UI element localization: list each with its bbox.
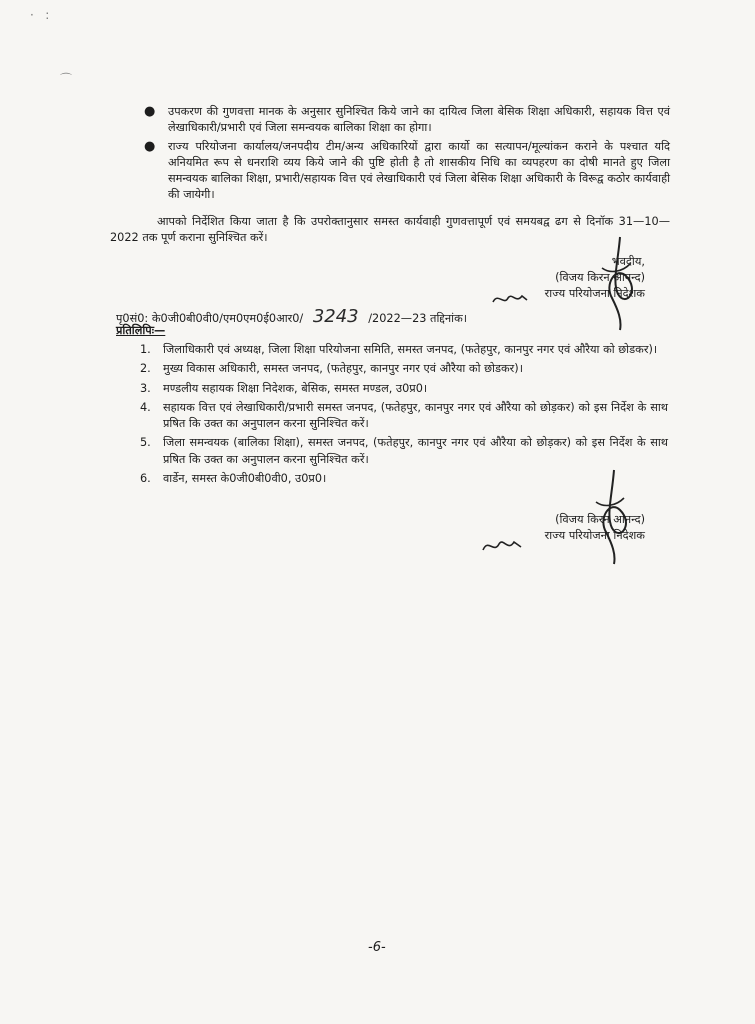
- list-item: [140, 400, 668, 433]
- signature-block-2: [545, 512, 645, 544]
- bullet-dot-icon: ●: [144, 138, 156, 154]
- bullet-dot-icon: ●: [144, 104, 156, 119]
- list-item-text: मण्डलीय सहायक शिक्षा निदेशक, बेसिक, समस्त मण्डल, उ0प्र0।: [163, 381, 428, 395]
- signatory-designation: राज्य परियोजना निदेशक: [544, 287, 645, 300]
- bullet-text: उपकरण की गुणवत्ता मानक के अनुसार सुनिश्चित किये जाने का दायित्व जिला बेसिक शिक्षा अधिकारी, सहायक वित्त एवं लेखाधिकारी/प्रभारी एवं जिला समन्वयक बालिका शिक्षा का होगा।: [168, 105, 670, 135]
- bullet-item: [140, 104, 670, 137]
- page-number: -6-: [368, 940, 386, 955]
- list-item-number: 6.: [140, 472, 151, 486]
- bullet-text: राज्य परियोजना कार्यालय/जनपदीय टीम/अन्य अधिकारियों द्वारा कार्यो का सत्यापन/मूल्यांकन कराने के पश्चात यदि अनियमित रूप से धनराशि व्यय किये जाने की पुष्टि होती है तो शासकीय निधि का व्यपहरण का दोषी मानते हुए जिला समन्वयक बालिका शिक्षा, प्रभारी/सहायक वित्त एवं लेखाधिकारी एवं जिला बेसिक शिक्षा अधिकारी के विरूद्व कठोर कार्यवाही की जायेगी।: [168, 139, 670, 202]
- signatory-name: (विजय किरन आनन्द): [555, 513, 645, 526]
- initial-mark-2: [480, 534, 524, 558]
- list-item-number: 3.: [140, 381, 151, 395]
- signature-block-1: [545, 254, 645, 302]
- list-item-number: 2.: [140, 362, 151, 376]
- signatory-designation: राज्य परियोजना निदेशक: [544, 529, 645, 542]
- list-item-text: सहायक वित्त एवं लेखाधिकारी/प्रभारी समस्त जनपद, (फतेहपुर, कानपुर नगर एवं औरैया को छोड़कर) को इस निर्देश के साथ प्रषित कि उक्त का अनुपालन करना सुनिश्चित करें।: [163, 400, 668, 431]
- reference-handwritten-number: 3243: [312, 306, 359, 327]
- closing-text: भवदीय,: [611, 255, 645, 268]
- list-item-text: मुख्य विकास अधिकारी, समस्त जनपद, (फतेहपुर, कानपुर नगर एवं औरैया को छोडकर)।: [163, 362, 523, 376]
- bullet-list: [140, 104, 670, 206]
- list-item: [140, 381, 668, 397]
- instruction-paragraph: आपको निर्देशित किया जाता है कि उपरोक्तानुसार समस्त कार्यवाही गुणवत्तापूर्ण एवं समयबद्व ढग से दिनॉक 31—10—2022 तक पूर्ण कराना सुनिश्चित करें।: [110, 215, 670, 245]
- list-item-text: वार्डेन, समस्त के0जी0बी0वी0, उ0प्र0।: [163, 472, 327, 486]
- list-item-number: 1.: [140, 343, 151, 356]
- reference-suffix: /2022—23 तद्दिनांक।: [368, 312, 468, 325]
- reference-prefix: पृ0सं0: के0जी0बी0वी0/एम0एम0ई0आर0/: [116, 312, 304, 325]
- bullet-item: [140, 139, 670, 204]
- copy-label: प्रतिलिपिः—: [116, 324, 166, 337]
- signatory-name: (विजय किरन आनन्द): [555, 271, 645, 284]
- list-item: [140, 435, 668, 468]
- list-item-text: जिलाधिकारी एवं अध्यक्ष, जिला शिक्षा परियोजना समिति, समस्त जनपद, (फतेहपुर, कानपुर नगर एवं औरैया को छोडकर)।: [163, 343, 658, 356]
- scan-mark: · :: [30, 8, 50, 22]
- list-item-text: जिला समन्वयक (बालिका शिक्षा), समस्त जनपद, (फतेहपुर, कानपुर नगर एवं औरैया को छोड़कर) को इस निर्देश के साथ प्रषित कि उक्त का अनुपालन करना सुनिश्चित करें।: [163, 436, 668, 466]
- list-item: [140, 361, 668, 377]
- reference-line: [116, 306, 467, 327]
- scan-mark: ⌒: [60, 72, 73, 86]
- list-item-number: 4.: [140, 400, 151, 414]
- list-item-number: 5.: [140, 436, 151, 450]
- initial-mark-1: [490, 290, 530, 308]
- list-item: [140, 342, 668, 358]
